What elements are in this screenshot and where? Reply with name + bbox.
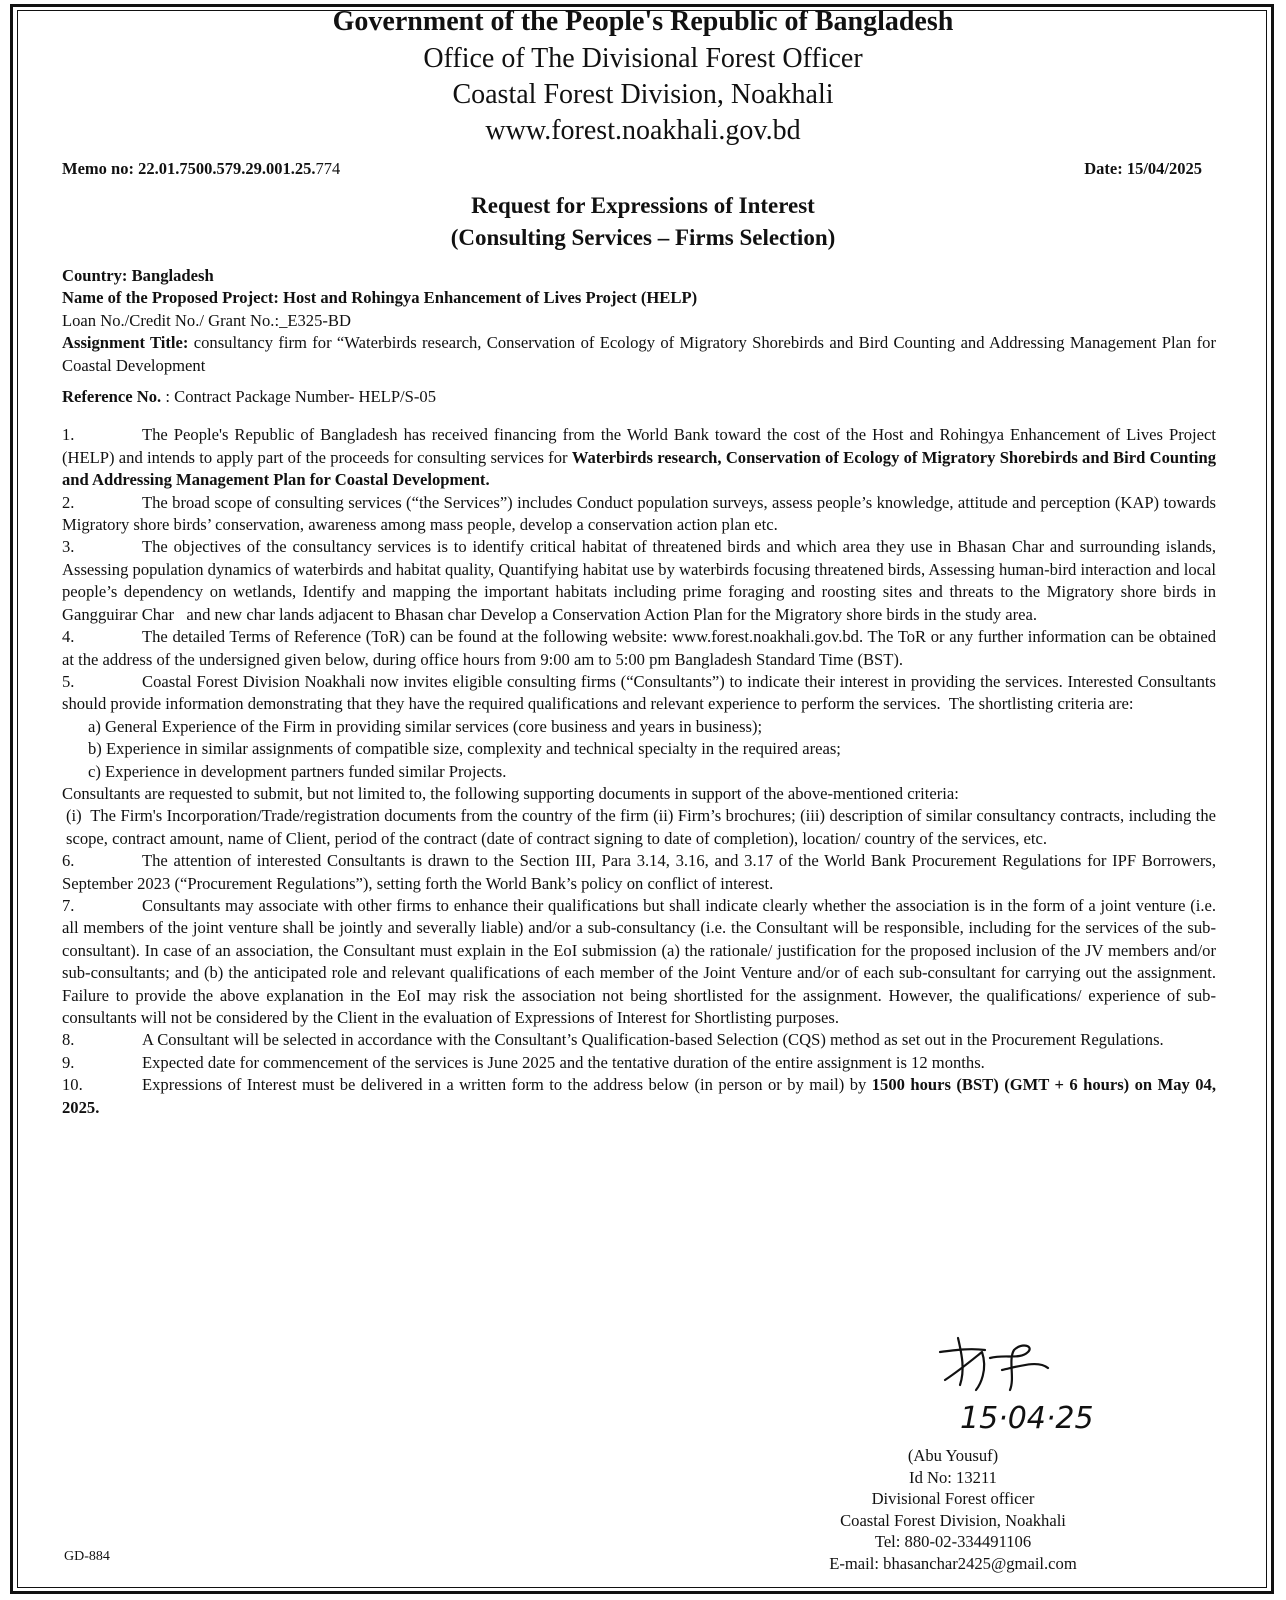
document-body — [62, 265, 1216, 1119]
criteria-a: a) General Experience of the Firm in providing similar services (core business and years in business); — [88, 716, 763, 736]
assignment-title: Assignment Title: consultancy firm for “Waterbirds research, Conservation of Ecology of Migratory Shorebirds and Bird Counting and Addressing Management Plan for Coastal Development — [62, 333, 1216, 375]
memo-date: Date: 15/04/2025 — [1084, 159, 1202, 178]
office-heading: Office of The Divisional Forest Officer — [423, 43, 863, 74]
paragraph-1: 1. The People's Republic of Bangladesh has received financing from the World Bank toward the cost of the Host and Rohingya Enhancement of Lives Project (HELP) and intends to apply part of the proceeds for consulting services for Waterbirds research, Conservation of Ecology of Migratory Shorebirds and Bird Counting and Addressing Management Plan for Coastal Development. — [62, 425, 1216, 490]
signatory-office: Coastal Forest Division, Noakhali — [840, 1510, 1066, 1530]
criteria-b: b) Experience in similar assignments of compatible size, complexity and technical specialty in the required areas; — [88, 739, 841, 759]
paragraph-7: 7. Consultants may associate with other firms to enhance their qualifications but shall indicate clearly whether the association is in the form of a joint venture (i.e. all members of the joint venture shall be jointly and severally liable) and/or a sub-consultancy (i.e. the Consultant will be responsible, including for the services of the sub-consultant). In case of an association, the Consultant must explain in the EoI submission (a) the rationale/ justification for the proposed inclusion of the JV members and/or sub-consultants; and (b) the anticipated role and relevant qualifications of each member of the Joint Venture and/or of each sub-consultant for carrying out the assignment. Failure to provide the above explanation in the EoI may risk the association not being shortlisted for the assignment. However, the qualifications/ experience of sub-consultants will not be considered by the Client in the evaluation of Expressions of Interest for Shortlisting purposes. — [62, 895, 1216, 1027]
memo-number — [62, 159, 340, 179]
paragraph-4: 4. The detailed Terms of Reference (ToR) can be found at the following website: www.forest.noakhali.gov.bd. The ToR or any further information can be obtained at the address of the undersigned given below, during office hours from 9:00 am to 5:00 pm Bangladesh Standard Time (BST). — [62, 627, 1216, 669]
paragraph-8: 8. A Consultant will be selected in accordance with the Consultant’s Qualification-based Selection (CQS) method as set out in the Procurement Regulations. — [62, 1030, 1164, 1050]
paragraph-5: 5. Coastal Forest Division Noakhali now invites eligible consulting firms (“Consultants”) to indicate their interest in providing the services. Interested Consultants should provide information demonstrating that they have the required qualifications and relevant experience to perform the services. The shortlisting criteria are: — [62, 671, 1216, 714]
paragraph-9: 9. Expected date for commencement of the services is June 2025 and the tentative duration of the entire assignment is 12 months. — [62, 1052, 985, 1072]
footer-code: GD-884 — [64, 1549, 110, 1564]
supporting-docs-intro: Consultants are requested to submit, but not limited to, the following supporting documents in support of the above-mentioned criteria: — [62, 783, 959, 803]
signatory-id: Id No: 13211 — [909, 1467, 997, 1487]
paragraph-2: 2. The broad scope of consulting services (“the Services”) includes Conduct population surveys, assess people’s knowledge, attitude and perception (KAP) towards Migratory shore birds’ conservation, awareness among mass people, develop a conservation action plan etc. — [62, 492, 1216, 535]
signatory-email[interactable]: E-mail: bhasanchar2425@gmail.com — [829, 1553, 1077, 1573]
paragraph-6: 6. The attention of interested Consultants is drawn to the Section III, Para 3.14, 3.16, and 3.17 of the World Bank Procurement Regulations for IPF Borrowers, September 2023 (“Procurement Regulations”), setting forth the World Bank’s policy on conflict of interest. — [62, 851, 1216, 893]
document-title: Request for Expressions of Interest — [471, 193, 815, 218]
website-heading: www.forest.noakhali.gov.bd — [485, 115, 801, 146]
criteria-c: c) Experience in development partners funded similar Projects. — [88, 761, 507, 781]
memo-suffix: 774 — [315, 159, 341, 178]
loan-line: Loan No./Credit No./ Grant No.:_E325-BD — [62, 310, 351, 330]
division-heading: Coastal Forest Division, Noakhali — [452, 79, 834, 110]
paragraph-10: 10. Expressions of Interest must be delivered in a written form to the address below (in person or by mail) by 1500 hours (BST) (GMT + 6 hours) on May 04, 2025. — [62, 1075, 1217, 1117]
reference-line: Reference No. : Contract Package Number- HELP/S-05 — [62, 387, 437, 407]
signatory-block — [810, 1445, 1096, 1575]
project-line: Name of the Proposed Project: Host and Rohingya Enhancement of Lives Project (HELP) — [62, 288, 698, 308]
document-subtitle: (Consulting Services – Firms Selection) — [450, 225, 836, 250]
signatory-name: (Abu Yousuf) — [907, 1446, 999, 1465]
paragraph-3: 3. The objectives of the consultancy services is to identify critical habitat of threatened birds and which area they use in Bhasan Char and surrounding islands, Assessing population dynamics of waterbirds and habitat quality, Quantifying habitat use by waterbirds focusing threatened birds, Assessing human-bird interaction and local people’s dependency on wetlands, Identify and mapping the important habitats including prime foraging and roosting sites and threats to the Migratory shore birds in Gangguirar Char and new char lands adjacent to Bhasan char Develop a Conservation Action Plan for the Migratory shore birds in the study area. — [62, 537, 1216, 624]
government-heading: Government of the People's Republic of Bangladesh — [332, 6, 954, 37]
signatory-tel: Tel: 880-02-334491106 — [874, 1532, 1032, 1552]
signatory-designation: Divisional Forest officer — [871, 1489, 1035, 1509]
handwritten-signature — [910, 1330, 1110, 1440]
signature-date: 15·04·25 — [960, 1401, 1094, 1436]
country-line: Country: Bangladesh — [62, 266, 214, 285]
supporting-docs-list: (i) The Firm's Incorporation/Trade/registration documents from the country of the firm (ii) Firm’s brochures; (iii) description of similar consultancy contracts, including the scope, contract amount, name of Client, period of the contract (date of contract signing to date of completion), location/ country of the services, etc. — [66, 806, 1216, 848]
memo-label: Memo no: 22.01.7500.579.29.001.25. — [62, 159, 316, 178]
